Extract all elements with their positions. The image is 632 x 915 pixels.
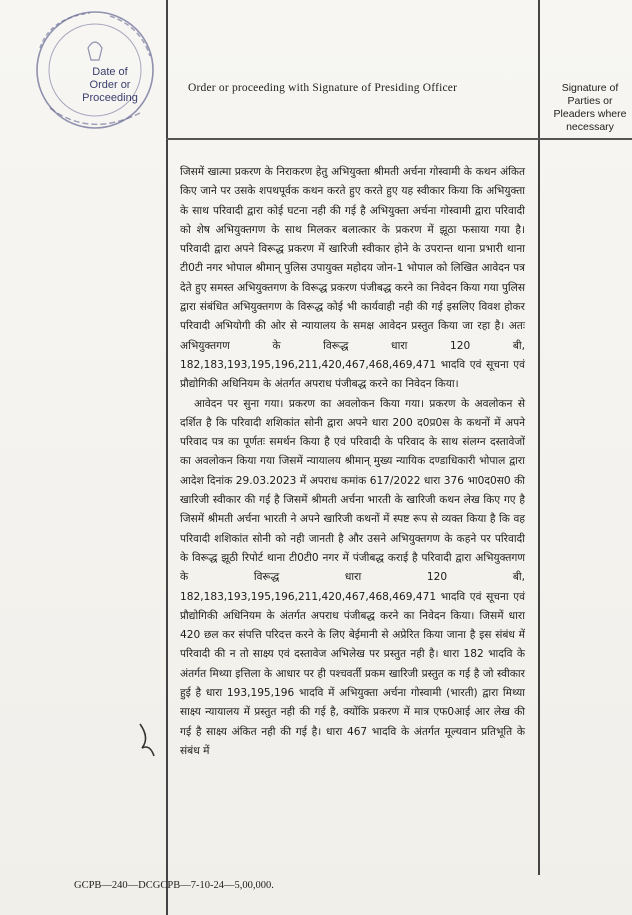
order-paragraph: आवेदन पर सुना गया। प्रकरण का अवलोकन किया गया। प्रकरण के अवलोकन से दर्शित है कि परिवादी शशिकांत सोनी द्वारा अपने धारा 200 द0प्र0स के कथनों में अपने परिवाद पत्र का पूर्णतः समर्थन किया है एवं परिवादी के परिवाद के साथ संलग्न दस्तावेजों का अवलोकन किया गया जिसमें न्यायालय श्रीमान् मुख्य न्यायिक दण्डाधिकारी भोपाल द्वारा आदेश दिनांक 29.03.2023 में अपराध कमांक 617/2022 धारा 376 भा0द0स0 की खारिजी स्वीकार की गई है जिसमें श्रीमती अर्चना भारती के खारिजी कथन लेख किए गए है जिसमें श्रीमती अर्चना भारती ने अपने खारिजी कथनों में स्पष्ट रूप से व्यक्त किया है कि वह परिवादी शशिकांत सोनी को नही जानती है और उसने अभियुक्तगण के कहने पर परिवादी के विरूद्ध झूठी रिपोर्ट थाना टी0टी0 नगर में पंजीबद्ध कराई है परिवादी द्वारा अभियुक्तगण के विरूद्ध धारा 120 बी, 182,183,193,195,196,211,420,467,468,469,471 भादवि एवं सूचना एवं प्रौद्योगिकी अधिनियम के अंतर्गत अपराध पंजीबद्ध करने का निवेदन किया। जिसमें धारा 420 छल कर संपत्ति परिदत्त करने के लिए बेईमानी से अप्रेरित किया जाना है इस संबंध में परिवादी की न तो साक्ष्य एवं दस्तावेज अभिलेख पर प्रस्तुत नही है। धारा 182 भादवि के अंतर्गत मिथ्या इत्तिला के आधार पर ही पश्चवर्ती प्रकम खारिजी प्रस्तुत क गई है जो स्वीकार हुई है धारा 193,195,196 भादवि में अभियुक्ता अर्चना गोस्वामी (भारती) द्वारा मिथ्या साक्ष्य न्यायालय में प्रस्तुत नही की गई है, क्योंकि प्रकरण में मात्र एफ0आई आर लेख की गई है साक्ष्य अंकित नही की गई है। धारा 467 भादवि के अंतर्गत मूल्यवान प्रतिभूति के संबंध में bbox=[180, 397, 525, 757]
margin-pen-mark bbox=[136, 720, 158, 760]
right-column-rule bbox=[538, 0, 540, 875]
order-paragraph: जिसमें खात्मा प्रकरण के निराकरण हेतु अभियुक्ता श्रीमती अर्चना गोस्वामी के कथन अंकित किए जाने पर उसके शपथपूर्वक कथन करते हुए करते हुए यह स्वीकार किया कि अभियुक्ता के साथ परिवादी द्वारा कोई घटना नही की गई है अभियुक्ता अर्चना गोस्वामी द्वारा परिवादी को शेष अभियुक्तगण के साथ मिलकर बलात्कार के प्रकरण में झूठा फसाया गया है। परिवादी द्वारा अपने विरूद्ध प्रकरण में खारिजी स्वीकार होने के उपरान्त थाना प्रभारी थाना टी0टी नगर भोपाल श्रीमान् पुलिस उपायुक्त महोदय जोन-1 भोपाल को लिखित आवेदन पत्र देते हुए समस्त अभियुक्तगण के विरूद्ध प्रकरण पंजीबद्ध करने का निवेदन किया गया पुलिस द्वारा संबंधित अभियुक्तगण के विरूद्ध कोई भी कार्यवाही नही की गई इसलिए विवश होकर परिवादी अभियोगी की ओर से न्यायालय के समक्ष आवेदन प्रस्तुत किया जा रहा है। अतः अभियुक्तगण के विरूद्ध धारा 120 बी, 182,183,193,195,196,211,420,467,468,469,471 भादवि एवं सूचना एवं प्रौद्योगिकी अधिनियम के अंतर्गत अपराध पंजीबद्ध करने का निवेदन किया। bbox=[180, 166, 525, 391]
order-text bbox=[180, 163, 525, 761]
header-rule bbox=[166, 138, 632, 140]
date-column-header: Date of Order or Proceeding bbox=[82, 66, 138, 104]
print-code-footer: GCPB—240—DCGCPB—7-10-24—5,00,000. bbox=[74, 880, 274, 891]
order-column-header: Order or proceeding with Signature of Presiding Officer bbox=[188, 82, 458, 94]
signature-column-header: Signature of Parties or Pleaders where necessary bbox=[553, 82, 627, 133]
